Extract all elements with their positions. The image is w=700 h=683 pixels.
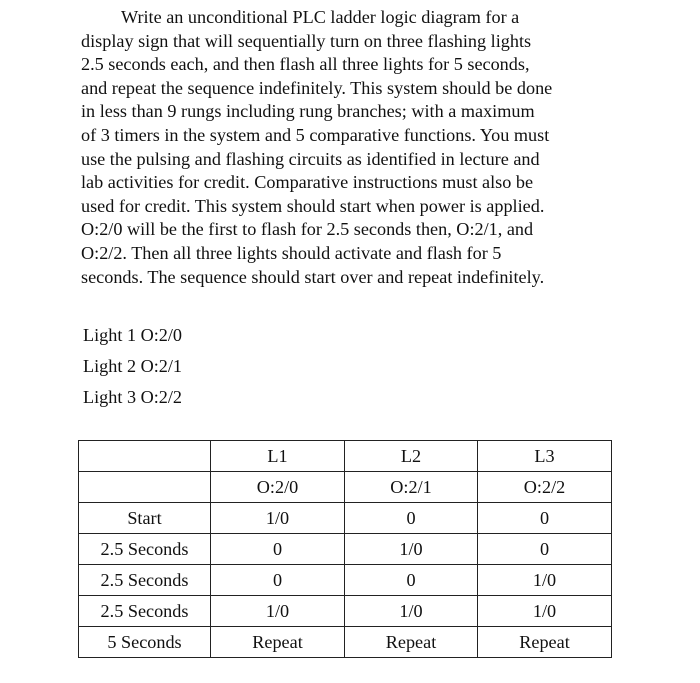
- table-cell: 2.5 Seconds: [79, 565, 211, 596]
- table-cell: 5 Seconds: [79, 627, 211, 658]
- table-row: [79, 596, 612, 627]
- light-2-address: Light 2 O:2/1: [83, 356, 183, 376]
- table-cell: [79, 472, 211, 503]
- problem-line: O:2/0 will be the first to flash for 2.5 seconds then, O:2/1, and: [81, 219, 534, 240]
- problem-line: used for credit. This system should start when power is applied.: [81, 195, 545, 216]
- table-row: [79, 503, 612, 534]
- table-cell: [79, 441, 211, 472]
- problem-line: O:2/2. Then all three lights should activate and flash for 5: [81, 242, 502, 263]
- problem-line: Write an unconditional PLC ladder logic diagram for a: [121, 7, 520, 27]
- problem-line: and repeat the sequence indefinitely. This system should be done: [81, 77, 553, 98]
- table-cell: 1/0: [345, 596, 478, 627]
- table-cell: 0: [345, 565, 478, 596]
- table-cell: O:2/1: [345, 472, 478, 503]
- table-cell: Repeat: [345, 627, 478, 658]
- problem-line: use the pulsing and flashing circuits as identified in lecture and: [81, 148, 540, 169]
- table-cell: 2.5 Seconds: [79, 534, 211, 565]
- problem-line: in less than 9 rungs including rung branches; with a maximum: [81, 101, 535, 122]
- table-row: [79, 627, 612, 658]
- table-cell: 0: [478, 534, 612, 565]
- table-row: [79, 534, 612, 565]
- table-header-row: [79, 441, 612, 472]
- problem-line: lab activities for credit. Comparative instructions must also be: [81, 172, 534, 193]
- sequence-table: [78, 440, 612, 658]
- table-cell: Repeat: [478, 627, 612, 658]
- table-cell: 1/0: [211, 503, 345, 534]
- table-cell: 0: [478, 503, 612, 534]
- problem-statement: [81, 6, 641, 289]
- light-3-address: Light 3 O:2/2: [83, 387, 183, 407]
- table-cell: 0: [211, 565, 345, 596]
- problem-line: display sign that will sequentially turn on three flashing lights: [81, 30, 532, 51]
- table-cell: Start: [79, 503, 211, 534]
- problem-line: seconds. The sequence should start over and repeat indefinitely.: [81, 266, 545, 287]
- table-cell: 0: [211, 534, 345, 565]
- table-cell: 1/0: [478, 596, 612, 627]
- table-cell: 1/0: [478, 565, 612, 596]
- table-cell: 1/0: [345, 534, 478, 565]
- table-cell: L1: [211, 441, 345, 472]
- table-cell: 1/0: [211, 596, 345, 627]
- problem-line: of 3 timers in the system and 5 comparative functions. You must: [81, 124, 550, 145]
- problem-line: 2.5 seconds each, and then flash all three lights for 5 seconds,: [81, 54, 530, 75]
- table-cell: 2.5 Seconds: [79, 596, 211, 627]
- table-cell: 0: [345, 503, 478, 534]
- table-cell: L3: [478, 441, 612, 472]
- table-row: [79, 565, 612, 596]
- table-cell: O:2/0: [211, 472, 345, 503]
- light-address-list: [83, 320, 182, 413]
- table-cell: O:2/2: [478, 472, 612, 503]
- table-cell: L2: [345, 441, 478, 472]
- light-1-address: Light 1 O:2/0: [83, 325, 183, 345]
- table-address-row: [79, 472, 612, 503]
- table-cell: Repeat: [211, 627, 345, 658]
